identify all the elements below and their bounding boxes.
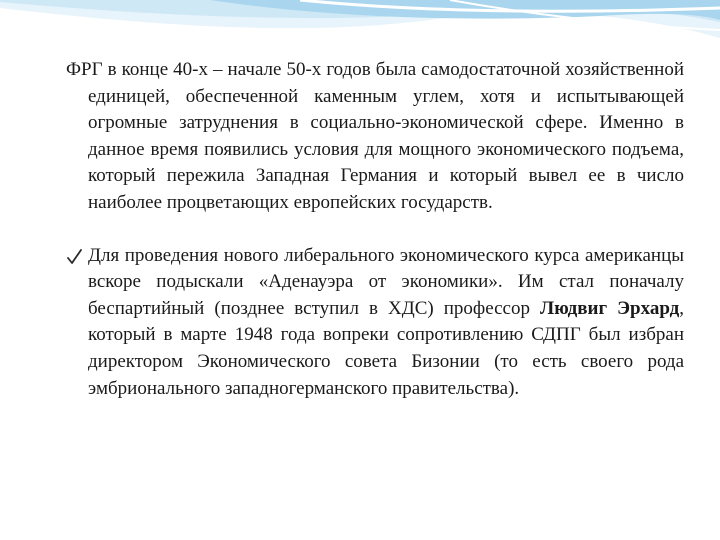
bullet-paragraph-erhard: [66, 243, 684, 403]
paragraph-frg-economy: ФРГ в конце 40-х – начале 50-х годов была самодостаточной хозяйственной единицей, обеспеченной каменным углем, хотя и испытывающей огромные затруднения в социально-экономической сфере. Именно в данное время появились условия для мощного экономического подъема, который пережила Западная Германия и который вывел ее в число наиболее процветающих европейских государств.: [66, 59, 684, 213]
header-wave-decoration: [0, 0, 720, 60]
paragraph2-text-part1: Для проведения нового либерального экономического курса американцы вскоре подыскали «Аденауэра от экономики». Им стал поначалу беспартийный (позднее вступил в ХДС) профессор: [88, 244, 684, 319]
erhard-name: Людвиг Эрхард: [540, 297, 680, 319]
slide-body: [66, 57, 684, 402]
checkmark-icon: [66, 243, 84, 269]
paragraph2-text-part2: , который в марте 1948 года вопреки сопротивлению СДПГ был избран директором Экономического совета Бизонии (то есть своего рода эмбрионального западногерманского правительства).: [88, 297, 684, 399]
